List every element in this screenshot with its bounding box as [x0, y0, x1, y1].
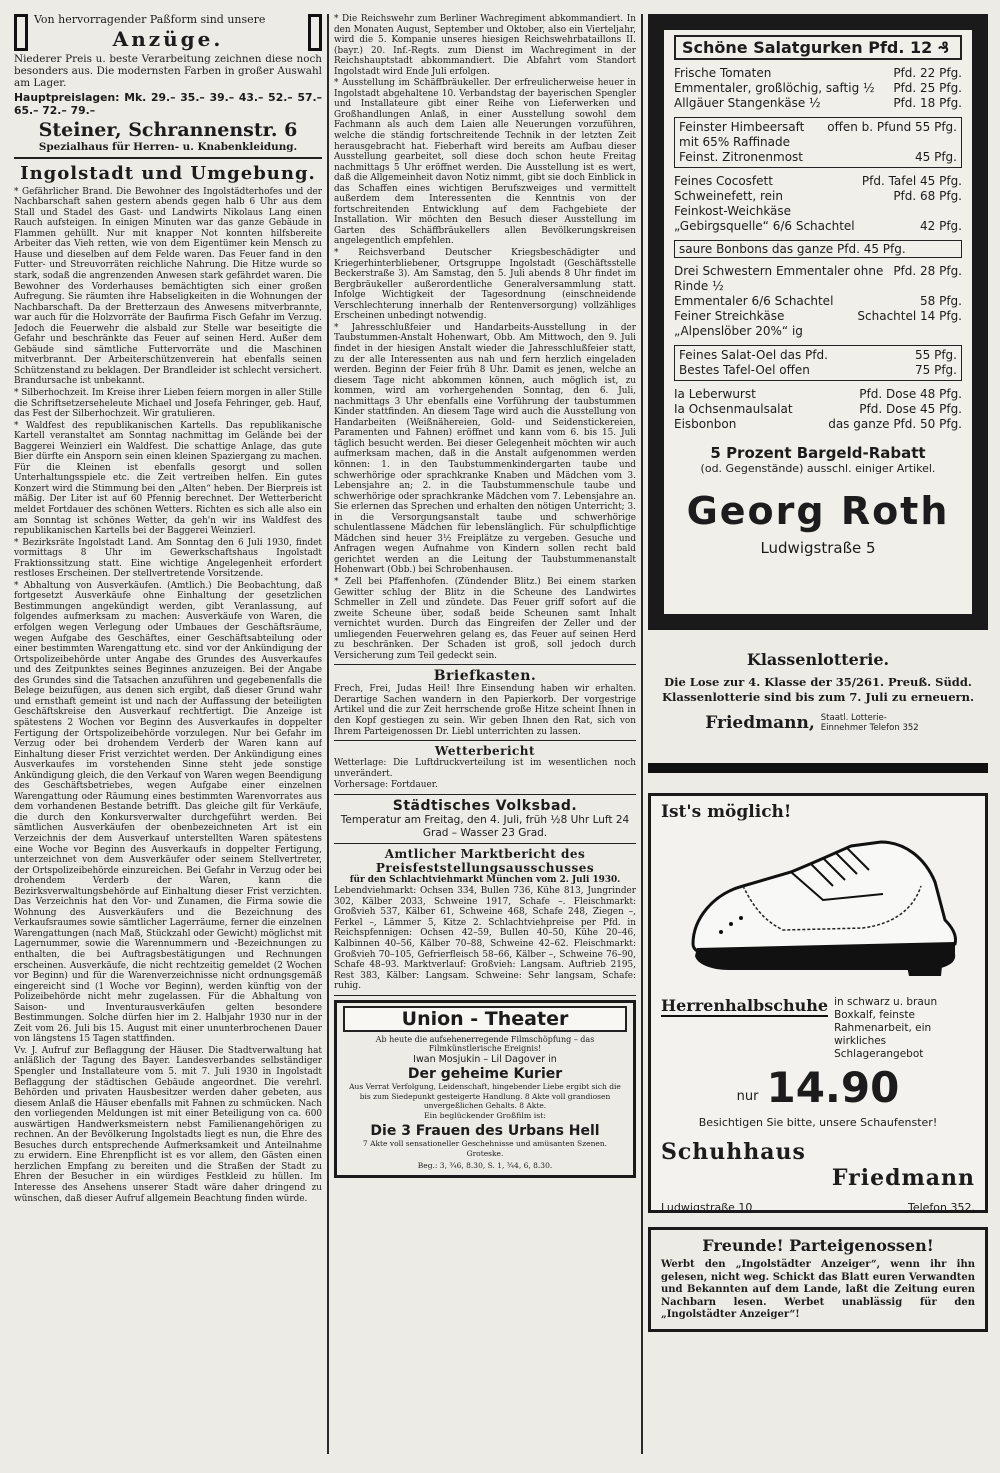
- article-bezirksraete: * Bezirksräte Ingolstadt Land. Am Sonntag den 6 Juli 1930, findet vormittags 8 Uhr im Gewerkschaftshaus Ingolstadt Fraktionssitzung statt. Eine wichtige Angelegenheit erfordert restloses Erscheinen. Der stellvertretende Vorsitzende.: [14, 537, 322, 580]
- article-silberhochzeit: * Silberhochzeit. Im Kreise ihrer Lieben feiern morgen in aller Stille die Schriftsetzerseheleute Michael und Josefa Fehringer, geb. Hauf, das Fest der Silberhochzeit. Wir gratulieren.: [14, 388, 322, 420]
- roth-item: Feines Salat-Oel das Pfd.: [679, 348, 828, 362]
- markt-text: Lebendviehmarkt: Ochsen 334, Bullen 736, Kühe 813, Jungrinder 302, Kälber 2033, Schweine 1917, Schafe –. Fleischmarkt: Großvieh 537, Kälber 61, Schweine 468, Schafe 248, Ziegen –, Ferkel –, Lämmer 5, Kitze 2. Schlachtviehpreise per Pfd. in Reichspfennigen: Ochsen 42–59, Bullen 40–50, Kühe 20–46, Kalbinnen 40–56, Kälber 70–88, Schweine 42–62. Fleischmarkt: Großvieh 70–105, Gefrierfleisch 58–66, Kälber –, Schweine 76–90, Schafe 48–93. Marktverlauf: Großvieh: Langsam. Auftrieb 2195, Rest 383, Kälber: Langsam. Schweine: Sehr langsam, Schafe: ruhig.: [334, 886, 636, 992]
- ad-lotterie: [648, 650, 988, 733]
- shoe-illustration: [673, 824, 963, 984]
- roth-price: 75 Pfg.: [915, 363, 957, 377]
- theater-film2: Die 3 Frauen des Urbans Hell: [370, 1122, 600, 1139]
- roth-price: Pfd. 25 Pfg.: [893, 81, 962, 95]
- roth-price: Pfd. Dose 48 Pfg.: [859, 387, 962, 401]
- article-ausstellung: * Ausstellung im Schäffbräukeller. Der erfreulicherweise heuer in Ingolstadt abgehaltene 10. Verbandstag der bayerischen Spengler und Installateure gibt einer Reihe von Lieferwerken und Großhandlungen Anlaß, in einer Ausstellung sowohl dem Fachmann als auch dem Laien alle Neuerungen vorzuführen, welche die ständig fortschreitende Technik in der letzten Zeit herausgebracht hat. Fieberhaft wird bereits am Aufbau dieser Ausstellung gearbeitet, soll diese doch schon heute Freitag nachmittags 5 Uhr eröffnet werden. Die Ausstellung ist es wert, daß die Allgemeinheit davon Notiz nimmt, gibt sie doch Einblick in das Schaffen eines wichtigen Berufszweiges und vermittelt außerdem dem Interessenten die Kenntnis von der fortschreitenden Entwicklung auf dem Fachgebiete der Installation. Wir möchten den Besuch dieser Ausstellung im Garten des Schäffbräukellers allen Bevölkerungskreisen angelegentlich empfehlen.: [334, 78, 636, 247]
- divider-bar: [648, 763, 988, 773]
- roth-firm: Georg Roth: [686, 489, 950, 533]
- roth-item: Feinster Himbeersaft mit 65% Raffinade: [679, 120, 805, 149]
- roth-price: Schachtel 14 Pfg.: [857, 309, 962, 323]
- roth-price: 55 Pfg.: [915, 348, 957, 362]
- roth-price: Pfd. 68 Pfg.: [893, 189, 962, 203]
- freunde-text: Werbt den „Ingolstädter Anzeiger“, wenn ihr ihn gelesen, nicht weg. Schickt das Blatt euren Verwandten und Bekannten auf dem Lande, laßt die Zeitung euren Nachbarn lesen. Werbet unablässig für den „Ingolstädter Anzeiger“!: [661, 1259, 975, 1320]
- article-waldfest: * Waldfest des republikanischen Kartells. Das republikanische Kartell veranstaltet am Sonntag nachmittag im Gelände bei der Baggerei Weinzierl ein Waldfest. Die schattige Anlage, das gute Bier dürfte ein Ansporn sein einen kleinen Spaziergang zu machen. Für die Kleinen ist ebenfalls gesorgt und sollen Unterhaltungsspiele etc. die Zeit vertreiben helfen. Ein gutes Konzert wird die Stimmung bei den „Alten“ heben. Der Bierpreis ist mäßig. Der Liter ist auf 60 Pfennig berechnet. Der Wetterbericht meldet Fortdauer des schönen Wetters. Richten es sich alle also ein am Sonntag ist schönes Wetter, da geh'n wir ins Waldfest des republikanischen Kartells bei der Baggerei Weinzierl.: [14, 420, 322, 537]
- freunde-title: Freunde! Parteigenossen!: [702, 1236, 934, 1255]
- markt-sub: für den Schlachtviehmarkt München vom 2. Juli 1930.: [349, 874, 621, 885]
- ad-bracket-right: [308, 14, 322, 51]
- roth-item: Feinkost-Weichkäse: [674, 204, 792, 218]
- wetter-lage: Wetterlage: Die Luftdruckverteilung ist im wesentlichen noch unverändert.: [334, 758, 636, 779]
- roth-price: Pfd. Dose 45 Pfg.: [859, 402, 962, 416]
- ad-text: Niederer Preis u. beste Verarbeitung zeichnen diese noch besonders aus. Die modernsten Farben in großer Auswahl am Lager.: [14, 53, 322, 90]
- theater-l3: Aus Verrat Verfolgung, Leidenschaft, hingebender Liebe ergibt sich die bis zum Siedepunkt gesteigerte Handlung. 8 Akte voll grandiosen unvergeßlichen Gehalts. 8 Akte.: [349, 1082, 621, 1110]
- roth-item: Allgäuer Stangenkäse ½: [674, 96, 821, 110]
- roth-saure: saure Bonbons das ganze Pfd. 45 Pfg.: [674, 240, 962, 258]
- schuh-firm1: Schuhhaus: [661, 1139, 806, 1165]
- ad-sub: Spezialhaus für Herren- u. Knabenkleidung.: [38, 140, 298, 153]
- article-taubstummen: * Jahresschlußfeier und Handarbeits-Ausstellung in der Taubstummen-Anstalt Hohenwart, Obb. Am Mittwoch, den 9. Juli findet in der hiesigen Anstalt wieder die Jahresschlußfeier statt, zu der alle Interessenten aus nah und fern herzlich eingeladen werden. Beginn der Feier früh 8 Uhr. Damit es jenen, welche an diesem Tage nicht abkommen können, auch möglich ist, zu kommen, wird am vorhergehenden Sonntag, den 6. Juli, nachmittags 3 Uhr ebenfalls eine Vorführung der taubstummen Kinder stattfinden. An diesem Tage wird auch die Ausstellung von Handarbeiten (Weißnähereien, Gold- und Seidenstickereien, Paramenten und Fahnen) eröffnet und kann vom 6. bis 15. Juli täglich besucht werden. Bei dieser Gelegenheit möchten wir auch aufmerksam machen, daß in die Anstalt aufgenommen werden können: 1. in den Taubstummenkindergarten taube und schwerhörige oder sprachkranke Knaben und Mädchen vom 3. Lebensjahre an; 2. in die Taubstummenschule taube und schwerhörige oder sprachkranke Mädchen vom 7. Lebensjahre an. Sie erlernen das Sprechen und erhalten den nötigen Unterricht; 3. in die Versorgungsanstalt taube und schwerhörige schulentlassene Mädchen für lebenslänglich. Für schulpflichtige Mädchen sind heuer 3½ Freiplätze zu vergeben. Gesuche und Anfragen wegen Aufnahme von Kindern sollen recht bald gerichtet werden an die Leitung der Taubstummenanstalt Hohenwart (Obb.) bei Schrobenhausen.: [334, 322, 636, 576]
- lotterie-text: Die Lose zur 4. Klasse der 35/261. Preuß. Südd. Klassenlotterie sind bis zum 7. Juli zu erneuern.: [662, 675, 974, 704]
- ad-roth: [648, 14, 988, 630]
- roth-price: 58 Pfg.: [920, 294, 962, 308]
- article-beflaggung: Vv. J. Aufruf zur Beflaggung der Häuser. Die Stadtverwaltung hat anläßlich der Tagung des Bayer. Landesverbandes selbständiger Spengler und Installateure vom 5. mit 7. Juli 1930 in Ingolstadt Beflaggung der städtischen Gebäude angeordnet. Die verehrl. Behörden und privaten Hausbesitzer werden daher gebeten, aus diesem Anlaß die Häuser ebenfalls mit Fahnen zu schmücken. Nach den vorliegenden Meldungen ist mit einer Beteiligung von ca. 600 auswärtigen Handwerksmeistern nebst Familienangehörigen zu rechnen. An der Bevölkerung Ingolstadts liegt es nun, die Ehre des Besuches durch entsprechende Aufmerksamkeit und Anteilnahme zu erwidern. Eine Ehrenpflicht ist es vor allem, den Gästen einen herzlichen Empfang zu bereiten und die Straßen der Stadt zu Ehren der Besucher in ein würdiges Festkleid zu hüllen. Im Interesse des Ansehens unserer Stadt wäre daher dringend zu wünschen, daß dieser Aufruf allgemein Beachtung finden würde.: [14, 1045, 322, 1204]
- article-zell: * Zell bei Pfaffenhofen. (Zündender Blitz.) Bei einem starken Gewitter schlug der Blitz in die Scheune des Landwirtes Schmeller in Zell und zündete. Das Feuer griff sofort auf die zweite Scheune über, sodaß beide Scheunen samt Inhalt vernichtet wurden. Durch das Eingreifen der Zeller und der umliegenden Feuerwehren gelang es, das Feuer auf seinen Herd zu beschränken. Der Schaden ist groß, soll jedoch durch Versicherung zum Teil gedeckt sein.: [334, 576, 636, 661]
- roth-item: Eisbonbon: [674, 417, 737, 431]
- roth-item: Feinst. Zitronenmost: [679, 150, 804, 164]
- wetter-vorhersage: Vorhersage: Fortdauer.: [334, 780, 438, 791]
- roth-price: 45 Pfg.: [915, 150, 957, 164]
- roth-item: „Gebirgsquelle“ 6/6 Schachtel: [674, 219, 855, 233]
- schuh-lead: Herrenhalbschuhe: [661, 996, 829, 1015]
- wetter-title: Wetterbericht: [434, 744, 536, 759]
- theater-times: Beg.: 3, ¾6, 8.30, S. 1, ¾4, 6, 8.30.: [417, 1160, 553, 1170]
- theater-name: Union - Theater: [343, 1006, 627, 1032]
- roth-group-4: [674, 264, 962, 339]
- roth-price: Pfd. 22 Pfg.: [893, 66, 962, 80]
- ad-bracket-left: [14, 14, 28, 51]
- ad-freunde: [648, 1227, 988, 1332]
- article-brand: * Gefährlicher Brand. Die Bewohner des Ingolstädterhofes und der Nachbarschaft sahen gestern abends gegen halb 6 Uhr aus dem Stall und Stadel des Gast- und Landwirts Nikolaus Lang einen Rauch aufsteigen. In einigen Minuten war das ganze Gebäude in Flammen gehüllt. Nur mit knapper Not konnten hilfsbereite Arbeiter das Vieh retten, wie von dem Eigentümer kein Mensch zu Hause und dieselben auf dem Felde waren. Das Feuer fand in den Futter- und Streuvorräten reichliche Nahrung. Die Hitze wurde so stark, sodaß die angrenzenden Anwesen stark gefährdet waren. Die Bewohner des Vorderhauses bemächtigten sich einer großen Aufregung. Sie räumten ihre Habseligkeiten in die Wohnungen der Nachbarschaft. Da der Bretterzaun des Anwesens mitverbrannte, war auch für die Holzvorräte der Baufirma Fisch Gefahr im Verzug. Jedoch die Feuerwehr die alsbald zur Stelle war beseitigte die Gefahr und beschränkte das Feuer auf seinen Herd. Außer dem Gebäude sind sämtliche Futtervorräte und die Maschinen mitverbrannt. Der Arbeiterschützenverein hat ebenfalls seinen Schützenstand zu beklagen. Der Brandleider ist schlecht versichert. Brandursache ist unbekannt.: [14, 186, 322, 387]
- ad-intro: Von hervorragender Paßform sind unsere: [34, 14, 266, 26]
- schuh-nur: nur: [736, 1089, 759, 1104]
- theater-film1: Der geheime Kurier: [407, 1066, 563, 1083]
- ad-suits: [14, 14, 322, 159]
- briefkasten-title: Briefkasten.: [433, 668, 537, 685]
- column-1: [14, 14, 322, 1454]
- theater-l5: 7 Akte voll sensationeller Geschehnisse und amüsanten Szenen.: [362, 1138, 608, 1148]
- roth-price: Pfd. Tafel 45 Pfg.: [861, 174, 962, 188]
- article-ausverkaeufe: * Abhaltung von Ausverkäufen. (Amtlich.) Die Beobachtung, daß fortgesetzt Ausverkäufe ohne Einhaltung der gesetzlichen Bestimmungen angekündigt werden, gibt Veranlassung, auf folgendes aufmerksam zu machen: Ausverkäufe von Waren, die erfolgen wegen Verlegung oder Umbaues der Geschäftsräume, wegen Aufgabe des Geschäftes, einer Geschäftsabteilung oder einer bestimmten Warengattung etc. sind vor der Ankündigung der Ortspolizeibehörde unter Angabe des Grundes des Ausverkaufes und des Zeitpunktes seines Beginnes anzuzeigen. Bei der Angabe des Grundes sind die Tatsachen anzuführen und gegebenenfalls die Belege beizufügen, aus denen sich ergibt, daß dieser Grund wahr und ernsthaft gemeint ist und nach der Auffassung der beteiligten Geschäftskreise den Ausverkauf rechtfertigt. Die Anzeige ist spätestens 2 Wochen vor Beginn des Ausverkaufes in doppelter Fertigung der Ortspolizeibehörde vorzulegen. Nur bei Gefahr im Verzug oder bei drohendem Verderb der Waren kann auf Einhaltung dieser Frist verzichtet werden. Der Ankündigung eines Ausverkaufes im vorstehenden Sinne steht jede sonstige Ankündigung gleich, die den Verkauf von Waren wegen Beendigung des Geschäftsbetriebes, wegen Aufgabe einer einzelnen Warengattung oder Räumung eines bestimmten Warenvorrates aus dem vorhandenen Bestande betrifft. Das gleiche gilt für Verkäufe, die durch den Konkursverwalter durchgeführt werden. Bei sämtlichen Ausverkäufen der obenbezeichneten Art ist ein Verzeichnis der dem Ausverkauf unterstellten Waren spätestens eine Woche vor Beginn des Ausverkaufs in doppelter Fertigung, unterzeichnet von dem Ausverkäufer oder seinem Stellvertreter, der Ortspolizeibehörde einzureichen. Bei Gefahr in Verzug oder bei drohendem Verderb der Waren, kann die Bezirksverwaltungsbehörde auf Einhaltung dieser Frist verzichten. Das Verzeichnis hat den Vor- und Zunamen, die Firma sowie die Wohnung des Ausverkäufers und die Bezeichnung des Verkaufsraumes sowie sämtlicher Lagerräume, ferner die einzelnen Warengattungen (nach Maß, Stückzahl oder Gewicht) möglichst mit Lagernummer, sowie die Warennummern und -Bezeichnungen zu enthalten, die bei Auftragsbestätigungen und Rechnungen erscheinen. Ausverkäufe, die nicht rechtzeitig gemeldet (2 Wochen vor Beginn) und für die Warenverzeichnisse nicht ordnungsgemäß eingereicht sind (1 Woche vor Beginn), werden künftig von der Polizeibehörde nicht mehr zugelassen. Für die Abhaltung von Saison- und Inventurausverkäufen gelten besondere Bestimmungen. Solche dürfen hier im 2. Halbjahr 1930 nur in der Zeit vom 26. Juli bis 15. August mit einer ununterbrochenen Dauer von längstens 15 Tagen stattfinden.: [14, 580, 322, 1045]
- roth-item: Ia Leberwurst: [674, 387, 756, 401]
- schuh-addr: Ludwigstraße 10: [661, 1201, 753, 1214]
- roth-item: Schweinefett, rein: [674, 189, 783, 203]
- ad-theater: [334, 1000, 636, 1178]
- ad-firm: Steiner, Schrannenstr. 6: [38, 118, 298, 141]
- roth-price: Pfd. 18 Pfg.: [893, 96, 962, 110]
- roth-group-1: [674, 66, 962, 111]
- ad-prices: Hauptpreislagen: Mk. 29.– 35.– 39.– 43.– 52.– 57.– 65.– 72.– 79.–: [14, 90, 322, 117]
- roth-price: 42 Pfg.: [920, 219, 962, 233]
- markt-title: Amtlicher Marktbericht des Preisfeststellungsausschusses: [375, 846, 595, 875]
- theater-l2: Iwan Mosjukin – Lil Dagover in: [413, 1053, 557, 1065]
- schuh-firm2: Friedmann: [831, 1165, 975, 1191]
- roth-item: Emmentaler 6/6 Schachtel: [674, 294, 834, 308]
- roth-rabatt2: (od. Gegenstände) ausschl. einiger Artikel.: [700, 462, 936, 475]
- roth-item: Ia Ochsenmaulsalat: [674, 402, 793, 416]
- section-title: Ingolstadt und Umgebung.: [20, 162, 316, 184]
- roth-item: Frische Tomaten: [674, 66, 772, 80]
- roth-item: Bestes Tafel-Oel offen: [679, 363, 810, 377]
- ad-title: Anzüge.: [112, 27, 224, 51]
- roth-price: Pfd. 28 Pfg.: [893, 264, 962, 278]
- roth-group-2: [674, 117, 962, 168]
- theater-l1: Ab heute die aufsehenerregende Filmschöpfung – das Filmkünstlerische Ereignis!: [375, 1034, 595, 1054]
- lotterie-title: Klassenlotterie.: [746, 650, 890, 669]
- article-reichsverband: * Reichsverband Deutscher Kriegsbeschädigter und Kriegerhinterbliebener, Ortsgruppe Ingolstadt (Geschäftsstelle Beckerstraße 3). Am Samstag, den 5. Juli abends 8 Uhr findet im Bergbräukeller außerordentliche Generalversammlung statt. Infolge Wichtigkeit der Tagesordnung (einschneidende Verschlechterung innerhalb der Rentenversorgung) vollzähliges Erscheinen unbedingt notwendig.: [334, 248, 636, 322]
- roth-item: Feiner Streichkäse „Alpenslöber 20%“ ig: [674, 309, 803, 338]
- schuh-head: Ist's möglich!: [661, 802, 792, 822]
- lotterie-firm: Friedmann,: [705, 713, 815, 733]
- roth-group-6: [674, 387, 962, 432]
- roth-head: Schöne Salatgurken Pfd. 12 ₰: [674, 35, 962, 60]
- roth-item: Feines Cocosfett: [674, 174, 773, 188]
- roth-item: Drei Schwestern Emmentaler ohne Rinde ½: [674, 264, 884, 293]
- briefkasten-text: Frech, Frei, Judas Heil! Ihre Einsendung haben wir erhalten. Derartige Sachen wandern in den Papierkorb. Der vorgestrige Artikel und die zur Zeit herrschende große Hitze scheint Ihnen in den Kopf gestiegen zu sein. Wir geben Ihnen den Rat, sich von Ihrem Parteigenossen Dr. Liebl unterrichten zu lassen.: [334, 684, 636, 737]
- ad-schuh: [648, 793, 988, 1213]
- roth-price: das ganze Pfd. 50 Pfg.: [828, 417, 962, 431]
- column-2: [334, 14, 636, 1454]
- lotterie-sub: Staatl. Lotterie-Einnehmer Telefon 352: [820, 713, 919, 733]
- schuh-price: 14.90: [766, 1063, 900, 1112]
- roth-rabatt: 5 Prozent Bargeld-Rabatt: [710, 444, 926, 462]
- roth-item: Emmentaler, großlöchig, saftig ½: [674, 81, 875, 95]
- roth-group-5: [674, 345, 962, 381]
- roth-price: offen b. Pfund 55 Pfg.: [827, 120, 957, 134]
- volksbad-text: Temperatur am Freitag, den 4. Juli, früh ½8 Uhr Luft 24 Grad – Wasser 23 Grad.: [340, 813, 630, 839]
- article-reichswehr: * Die Reichswehr zum Berliner Wachregiment abkommandiert. In den Monaten August, September und Oktober, also ein Vierteljahr, wird die 5. Kompanie unseres hiesigen Reichswehrbataillons II. (bayr.) 20. Inf.-Regts. zum Dienst im Wachregiment in der Reichshauptstadt abkommandiert. Die Abfahrt vom Standort Ingolstadt wird Ende Juli erfolgen.: [334, 14, 636, 77]
- theater-l4: Ein beglückender Großfilm ist:: [423, 1111, 546, 1121]
- schuh-desc: in schwarz u. braun Boxkalf, feinste Rahmenarbeit, ein wirkliches Schlagerangebot: [834, 996, 938, 1060]
- schuh-tel: Telefon 352.: [907, 1201, 975, 1214]
- volksbad-title: Städtisches Volksbad.: [392, 797, 578, 814]
- schuh-note: Besichtigen Sie bitte, unsere Schaufenster!: [698, 1116, 938, 1129]
- roth-group-3: [674, 174, 962, 234]
- theater-l6: Groteske.: [466, 1149, 504, 1159]
- column-3: [648, 14, 988, 1454]
- roth-addr: Ludwigstraße 5: [760, 539, 876, 557]
